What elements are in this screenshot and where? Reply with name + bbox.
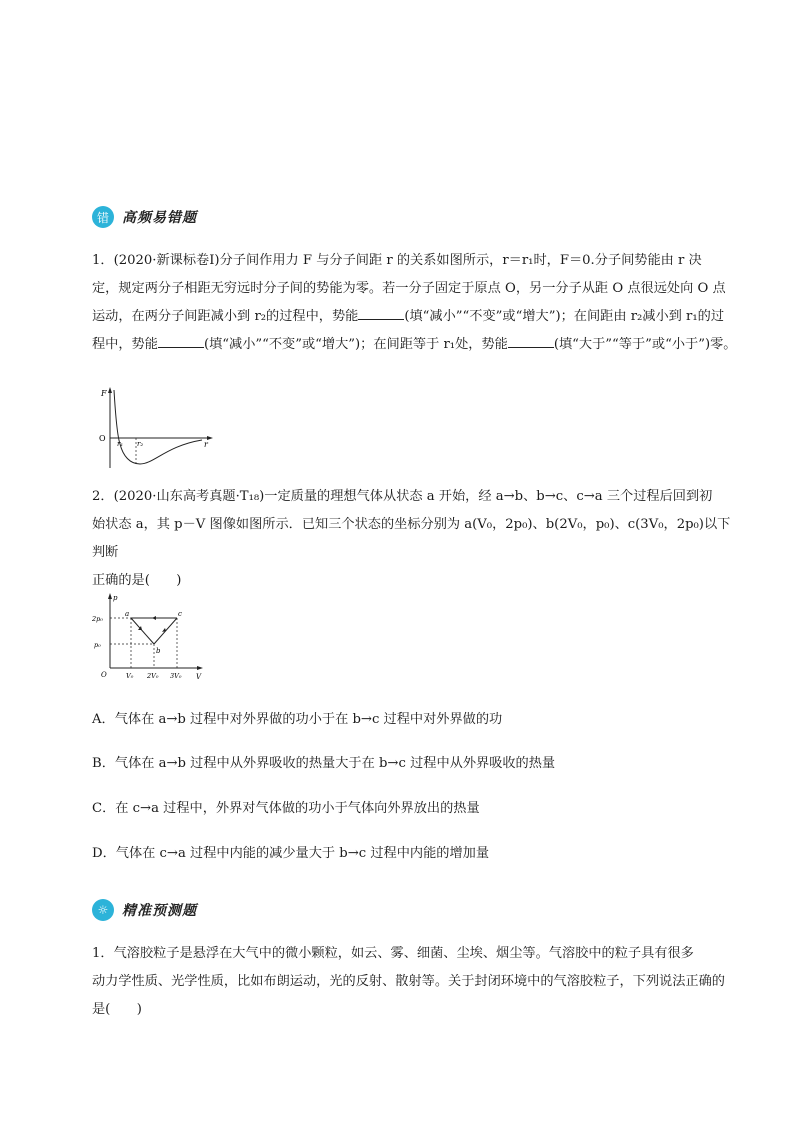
pressure-volume-graph <box>92 590 212 682</box>
graph2-point-b: b <box>156 647 161 655</box>
question-2 <box>92 483 742 595</box>
graph2-y-tick-p0: p₀ <box>94 641 101 649</box>
q2-line-2: 始状态 a，其 p－V 图像如图所示．已知三个状态的坐标分别为 a(V₀，2p₀)、b(2V₀，p₀)、c(3V₀，2p₀)以下判断 <box>92 517 731 560</box>
graph1-y-label: F <box>101 389 107 398</box>
graph2-origin: O <box>101 671 107 679</box>
option-b[interactable]: B．气体在 a→b 过程中从外界吸收的热量大于在 b→c 过程中从外界吸收的热量 <box>92 756 556 771</box>
answer-blank-2[interactable] <box>158 334 204 348</box>
option-a[interactable]: A．气体在 a→b 过程中对外界做的功小于在 b→c 过程中对外界做的功 <box>92 712 503 727</box>
q1-line-3b: (填“减小”“不变”或“增大”)；在间距由 r₂减小到 r₁的过 <box>404 309 725 324</box>
q3-line-1: 1．气溶胶粒子是悬浮在大气中的微小颗粒，如云、雾、细菌、尘埃、烟尘等。气溶胶中的粒子具有很多 <box>92 946 694 961</box>
q1-line-4c: (填“大于”“等于”或“小于”)零。 <box>553 337 737 352</box>
section-title: 高频易错题 <box>122 210 197 226</box>
q1-line-3a: 运动，在两分子间距减小到 r₂的过程中，势能 <box>92 309 359 324</box>
option-d[interactable]: D．气体在 c→a 过程中内能的减少量大于 b→c 过程中内能的增加量 <box>92 846 490 861</box>
graph2-x-tick-2v0: 2V₀ <box>147 672 159 680</box>
answer-blank-1[interactable] <box>358 306 404 320</box>
section-header-frequent-errors <box>92 204 197 230</box>
graph1-r1-label: r₁ <box>117 440 124 448</box>
question-3 <box>92 940 742 1024</box>
graph1-origin: O <box>99 434 106 443</box>
option-c[interactable]: C．在 c→a 过程中，外界对气体做的功小于气体向外界放出的热量 <box>92 801 480 816</box>
graph1-x-label: r <box>204 440 208 449</box>
graph2-point-a: a <box>125 610 130 618</box>
graph1-r2-label: r₂ <box>137 440 144 448</box>
section-header-precise-prediction <box>92 897 197 923</box>
force-distance-graph <box>92 384 222 470</box>
q2-line-1: 2．(2020·山东高考真题·T₁₈)一定质量的理想气体从状态 a 开始，经 a→b、b→c、c→a 三个过程后回到初 <box>92 489 713 504</box>
graph2-x-tick-3v0: 3V₀ <box>170 672 182 680</box>
lightbulb-icon: ☼ <box>92 899 114 921</box>
question-1 <box>92 247 742 359</box>
q1-line-1: 1．(2020·新课标卷Ⅰ)分子间作用力 F 与分子间距 r 的关系如图所示，r＝r₁时，F＝0.分子间势能由 r 决 <box>92 253 702 268</box>
q1-line-3 <box>92 303 742 331</box>
q1-line-4b: (填“减小”“不变”或“增大”)；在间距等于 r₁处，势能 <box>203 337 508 352</box>
q1-line-4a: 程中，势能 <box>92 337 158 352</box>
graph2-x-label: V <box>196 673 202 681</box>
answer-blank-3[interactable] <box>508 334 554 348</box>
section-title: 精准预测题 <box>122 903 197 919</box>
graph2-y-tick-2p0: 2p₀ <box>92 615 103 623</box>
q3-line-3: 是( ) <box>92 1002 142 1017</box>
q3-line-2: 动力学性质、光学性质，比如布朗运动，光的反射、散射等。关于封闭环境中的气溶胶粒子，下列说法正确的 <box>92 974 725 989</box>
error-badge-icon: 错 <box>92 206 114 228</box>
q2-line-3: 正确的是( ) <box>92 573 182 588</box>
graph2-point-c: c <box>178 610 182 618</box>
graph2-y-label: p <box>113 594 118 602</box>
q1-line-2: 定，规定两分子相距无穷远时分子间的势能为零。若一分子固定于原点 O，另一分子从距 O 点很远处向 O 点 <box>92 281 726 296</box>
graph2-x-tick-v0: V₀ <box>126 672 134 680</box>
q1-line-4 <box>92 331 742 359</box>
